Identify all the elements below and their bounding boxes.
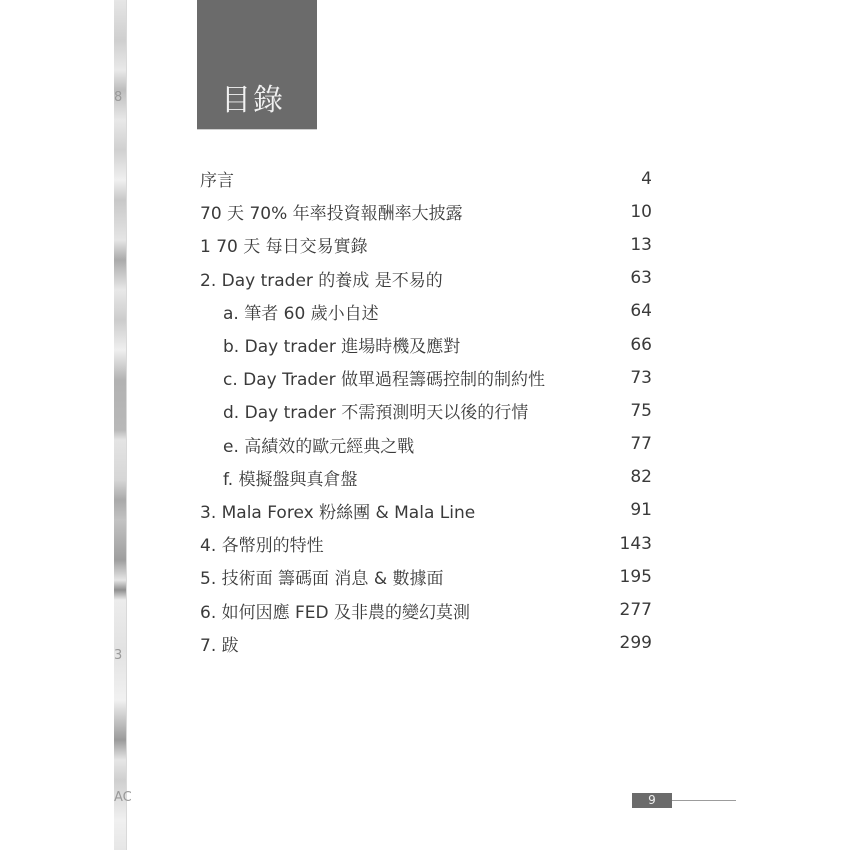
toc-entry-label: 序言 — [200, 171, 234, 192]
toc-entry-page: 75 — [630, 400, 652, 421]
title-banner — [197, 0, 317, 129]
toc-subentry[interactable] — [200, 394, 652, 427]
toc-entry[interactable] — [200, 560, 652, 593]
toc-entry-page: 77 — [630, 434, 652, 455]
toc-entry-label: 3. Mala Forex 粉絲團 & Mala Line — [200, 502, 476, 523]
toc-entry[interactable] — [200, 593, 652, 626]
edge-glyph: 8 — [114, 90, 123, 105]
toc-entry-page: 63 — [630, 268, 652, 289]
toc-entry[interactable] — [200, 228, 652, 261]
toc-entry-label: a. 筆者 60 歲小自述 — [223, 303, 379, 324]
toc-entry-page: 299 — [619, 633, 652, 654]
toc-entry-label: d. Day trader 不需預測明天以後的行情 — [223, 403, 529, 424]
toc-subentry[interactable] — [200, 295, 652, 328]
toc-entry-label: f. 模擬盤與真倉盤 — [223, 469, 358, 490]
toc-entry[interactable] — [200, 195, 652, 228]
toc-entry-label: 4. 各幣別的特性 — [200, 536, 324, 557]
toc-entry-page: 143 — [619, 533, 652, 554]
facing-page-edge — [114, 0, 127, 850]
toc-entry-page: 4 — [641, 168, 652, 189]
toc-entry-page: 277 — [619, 600, 652, 621]
toc-entry-page: 73 — [630, 367, 652, 388]
toc-entry[interactable] — [200, 627, 652, 660]
page-title: 目錄 — [221, 83, 285, 118]
edge-glyph: 3 — [114, 648, 123, 663]
toc-subentry[interactable] — [200, 328, 652, 361]
toc-entry-page: 66 — [630, 334, 652, 355]
toc-entry-label: b. Day trader 進場時機及應對 — [223, 337, 461, 358]
toc-entry-page: 91 — [630, 500, 652, 521]
page-number-badge: 9 — [632, 793, 672, 808]
toc-entry-page: 82 — [630, 467, 652, 488]
toc-subentry[interactable] — [200, 428, 652, 461]
toc-entry-label: 70 天 70% 年率投資報酬率大披露 — [200, 204, 463, 225]
toc-entry[interactable] — [200, 262, 652, 295]
toc-entry-label: e. 高績效的歐元經典之戰 — [223, 436, 415, 457]
table-of-contents — [200, 162, 652, 660]
toc-entry-label: 1 70 天 每日交易實錄 — [200, 237, 368, 258]
toc-subentry[interactable] — [200, 361, 652, 394]
toc-entry-page: 13 — [630, 234, 652, 255]
toc-entry-page: 64 — [630, 301, 652, 322]
toc-subentry[interactable] — [200, 461, 652, 494]
toc-entry-label: 2. Day trader 的養成 是不易的 — [200, 270, 443, 291]
toc-entry-label: c. Day Trader 做單過程籌碼控制的制約性 — [223, 370, 546, 391]
toc-entry-page: 10 — [630, 201, 652, 222]
toc-entry-label: 7. 跋 — [200, 635, 239, 656]
toc-entry[interactable] — [200, 527, 652, 560]
footer-rule — [672, 800, 736, 801]
toc-entry-label: 6. 如何因應 FED 及非農的變幻莫測 — [200, 602, 471, 623]
toc-entry-label: 5. 技術面 籌碼面 消息 & 數據面 — [200, 569, 444, 590]
toc-entry[interactable] — [200, 162, 652, 195]
toc-entry-page: 195 — [619, 566, 652, 587]
edge-glyph: AC — [114, 790, 132, 805]
toc-entry[interactable] — [200, 494, 652, 527]
